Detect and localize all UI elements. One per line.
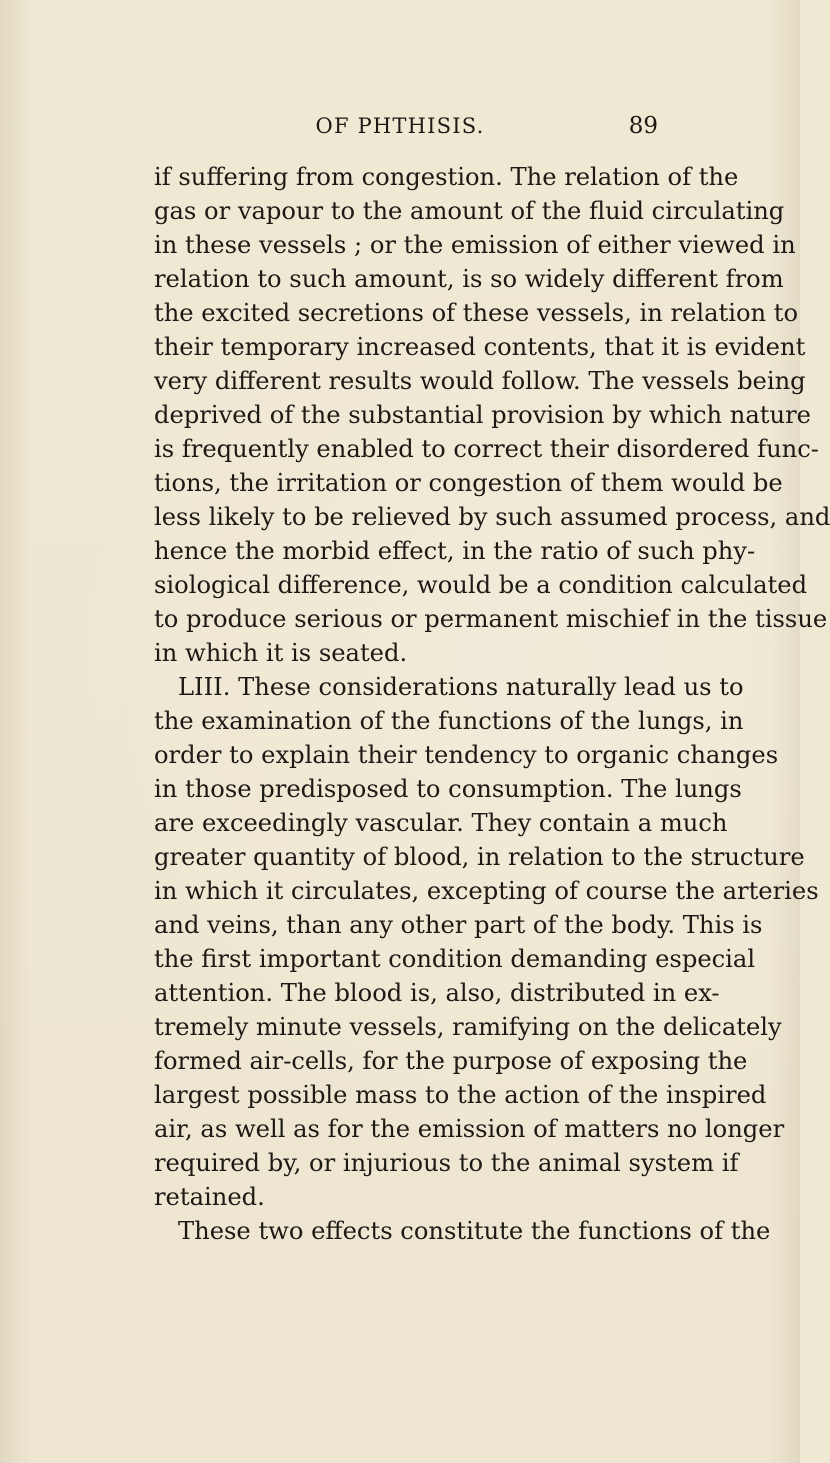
text-line: in these vessels ; or the emission of either viewed in xyxy=(154,231,796,259)
text-line: in which it is seated. xyxy=(154,639,408,667)
text-line: formed air-cells, for the purpose of exposing the xyxy=(154,1047,748,1075)
text-line: siological difference, would be a condition calculated xyxy=(154,571,808,599)
text-line: greater quantity of blood, in relation to the structure xyxy=(154,843,805,871)
text-line: in those predisposed to consumption. The lungs xyxy=(154,775,742,803)
page-number: 89 xyxy=(628,113,658,139)
text-line: the excited secretions of these vessels, in relation to xyxy=(154,299,799,327)
text-line: hence the morbid effect, in the ratio of such phy- xyxy=(154,537,756,565)
running-title: OF PHTHISIS. xyxy=(315,114,485,138)
text-line: to produce serious or permanent mischief in the tissue xyxy=(154,605,828,633)
text-line: order to explain their tendency to organic changes xyxy=(154,741,779,769)
text-line: attention. The blood is, also, distributed in ex- xyxy=(154,979,720,1007)
paragraph-opening-line: These two effects constitute the functions of the xyxy=(178,1217,771,1245)
text-line: very different results would follow. The vessels being xyxy=(154,367,806,395)
text-line: their temporary increased contents, that it is evident xyxy=(154,333,806,361)
body-text xyxy=(154,160,830,1248)
text-line: less likely to be relieved by such assumed process, and xyxy=(154,503,830,531)
text-line: gas or vapour to the amount of the fluid circulating xyxy=(154,197,785,225)
text-line: tremely minute vessels, ramifying on the delicately xyxy=(154,1013,782,1041)
text-line: and veins, than any other part of the body. This is xyxy=(154,911,763,939)
running-head xyxy=(0,108,800,144)
text-line: deprived of the substantial provision by which nature xyxy=(154,401,811,429)
text-line: if suffering from congestion. The relation of the xyxy=(154,163,739,191)
text-line: is frequently enabled to correct their disordered func- xyxy=(154,435,819,463)
text-line: are exceedingly vascular. They contain a much xyxy=(154,809,728,837)
text-line: tions, the irritation or congestion of them would be xyxy=(154,469,783,497)
text-line: relation to such amount, is so widely different from xyxy=(154,265,784,293)
section-opening-line: LIII. These considerations naturally lead us to xyxy=(178,673,744,701)
text-line: required by, or injurious to the animal system if xyxy=(154,1149,739,1177)
text-line: retained. xyxy=(154,1183,265,1211)
text-line: air, as well as for the emission of matters no longer xyxy=(154,1115,785,1143)
text-line: the examination of the functions of the lungs, in xyxy=(154,707,744,735)
text-line: in which it circulates, excepting of course the arteries xyxy=(154,877,819,905)
text-line: largest possible mass to the action of the inspired xyxy=(154,1081,767,1109)
text-line: the first important condition demanding especial xyxy=(154,945,756,973)
